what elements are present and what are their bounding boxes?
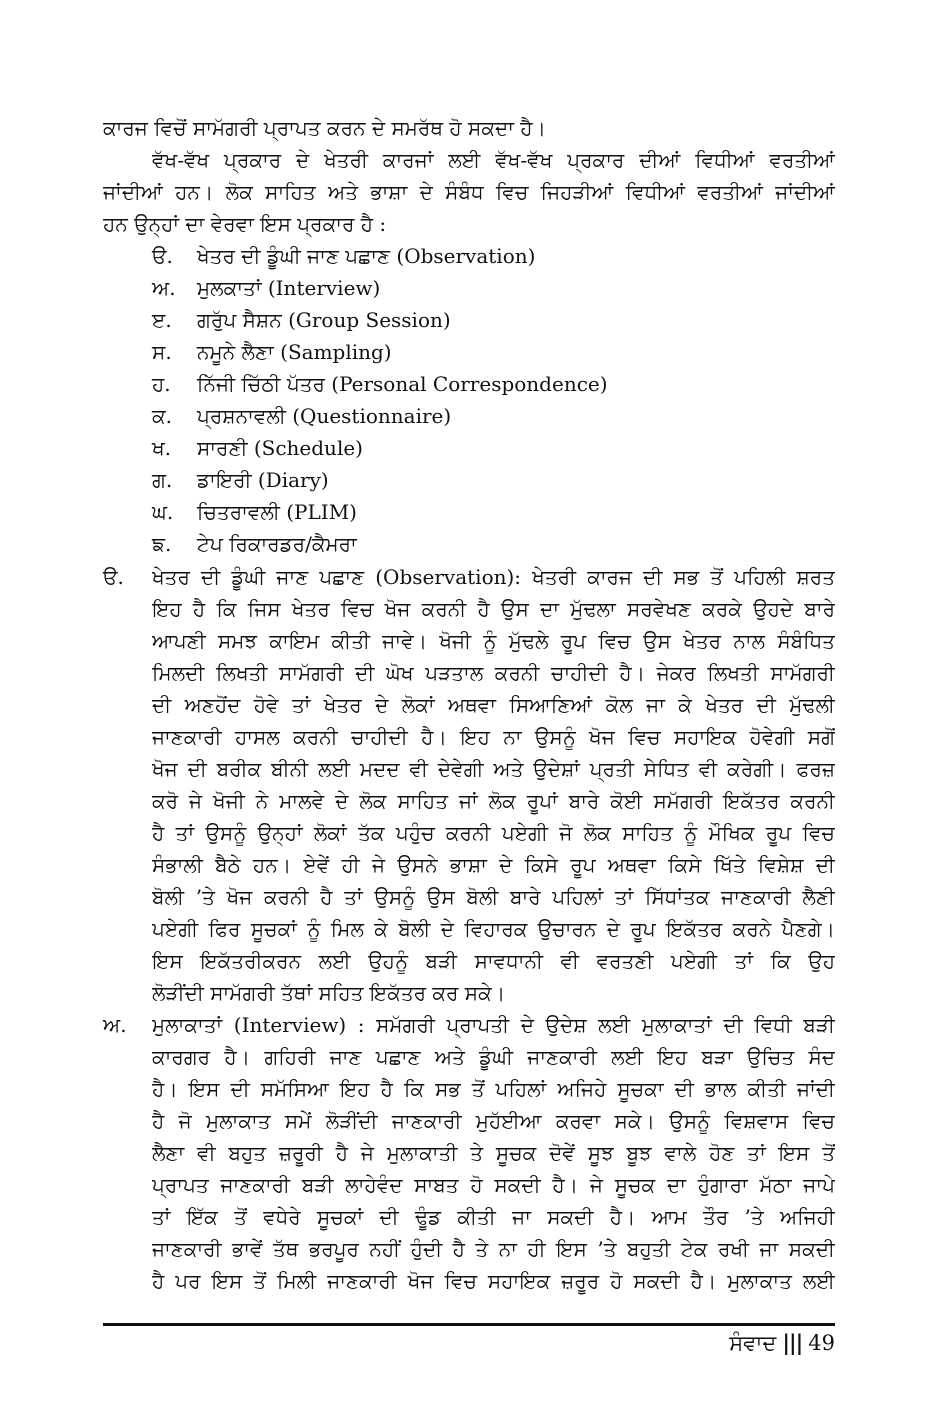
list-text: ਨਿੱਜੀ ਚਿੱਠੀ ਪੱਤਰ (Personal Correspondence) <box>197 372 608 396</box>
paragraph-line: ਲੋੜੀਂਦੀ ਸਾਮੱਗਰੀ ਤੱਥਾਂ ਸਹਿਤ ਇਕੱਤਰ ਕਰ ਸਕੇ। <box>152 981 506 1005</box>
list-marker: ਗ. <box>152 468 173 492</box>
list-text: ਮੁਲਕਾਤਾਂ (Interview) <box>197 276 381 300</box>
list-item <box>152 272 380 304</box>
paragraph-line: ਕਰੋ ਜੇ ਖੋਜੀ ਨੇ ਮਾਲਵੇ ਦੇ ਲੋਕ ਸਾਹਿਤ ਜਾਂ ਲੋਕ ਰੂਪਾਂ ਬਾਰੇ ਕੋਈ ਸਮੱਗਰੀ ਇਕੱਤਰ ਕਰਨੀ <box>152 789 835 813</box>
list-marker: ੲ. <box>152 308 172 332</box>
intro-line: ਵੱਖ-ਵੱਖ ਪ੍ਰਕਾਰ ਦੇ ਖੇਤਰੀ ਕਾਰਜਾਂ ਲਈ ਵੱਖ-ਵੱਖ ਪ੍ਰਕਾਰ ਦੀਆਂ ਵਿਧੀਆਂ ਵਰਤੀਆਂ <box>152 148 835 172</box>
list-text: ਚਿਤਰਾਵਲੀ (PLIM) <box>197 500 357 524</box>
list-item <box>152 496 357 528</box>
paragraph-line: ਹੈ। ਇਸ ਦੀ ਸਮੱਸਿਆ ਇਹ ਹੈ ਕਿ ਸਭ ਤੋਂ ਪਹਿਲਾਂ ਅਜਿਹੇ ਸੂਚਕਾ ਦੀ ਭਾਲ ਕੀਤੀ ਜਾਂਦੀ <box>152 1077 835 1101</box>
list-item <box>152 240 535 272</box>
list-item <box>152 336 392 368</box>
list-text: ਨਮੂਨੇ ਲੈਣਾ (Sampling) <box>197 340 392 364</box>
paragraph-line: ਆਪਣੀ ਸਮਝ ਕਾਇਮ ਕੀਤੀ ਜਾਵੇ। ਖੋਜੀ ਨੂੰ ਮੁੱਢਲੇ ਰੂਪ ਵਿਚ ਉਸ ਖੇਤਰ ਨਾਲ ਸੰਬੰਧਿਤ <box>152 629 835 653</box>
paragraph-line: ਖੇਤਰ ਦੀ ਡੂੰਘੀ ਜਾਣ ਪਛਾਣ (Observation): ਖੇਤਰੀ ਕਾਰਜ ਦੀ ਸਭ ਤੋਂ ਪਹਿਲੀ ਸ਼ਰਤ <box>152 565 835 589</box>
list-marker: ਸ. <box>152 340 172 364</box>
list-item <box>152 432 363 464</box>
list-marker: ਅ. <box>152 276 176 300</box>
list-text: ਗਰੁੱਪ ਸੈਸ਼ਨ (Group Session) <box>197 308 451 332</box>
intro-line: ਕਾਰਜ ਵਿਚੋਂ ਸਾਮੱਗਰੀ ਪ੍ਰਾਪਤ ਕਰਨ ਦੇ ਸਮਰੱਥ ਹੋ ਸਕਦਾ ਹੈ। <box>103 116 547 140</box>
list-marker: ਖ. <box>152 436 172 460</box>
footer-separator: ||| <box>782 1330 803 1355</box>
page-number: 49 <box>808 1331 835 1355</box>
list-text: ਡਾਇਰੀ (Diary) <box>197 468 329 492</box>
list-item <box>152 464 329 496</box>
intro-line: ਹਨ ਉਨ੍ਹਾਂ ਦਾ ਵੇਰਵਾ ਇਸ ਪ੍ਰਕਾਰ ਹੈ : <box>103 212 387 236</box>
paragraph-line: ਬੋਲੀ ’ਤੇ ਖੋਜ ਕਰਨੀ ਹੈ ਤਾਂ ਉਸਨੂੰ ਉਸ ਬੋਲੀ ਬਾਰੇ ਪਹਿਲਾਂ ਤਾਂ ਸਿੱਧਾਂਤਕ ਜਾਣਕਾਰੀ ਲੈਣੀ <box>152 885 835 909</box>
paragraph-line: ਮਿਲਦੀ ਲਿਖਤੀ ਸਾਮੱਗਰੀ ਦੀ ਘੋਖ ਪੜਤਾਲ ਕਰਨੀ ਚਾਹੀਦੀ ਹੈ। ਜੇਕਰ ਲਿਖਤੀ ਸਾਮੱਗਰੀ <box>152 661 835 685</box>
paragraph-line: ਦੀ ਅਣਹੋਂਦ ਹੋਵੇ ਤਾਂ ਖੇਤਰ ਦੇ ਲੋਕਾਂ ਅਥਵਾ ਸਿਆਣਿਆਂ ਕੋਲ ਜਾ ਕੇ ਖੇਤਰ ਦੀ ਮੁੱਢਲੀ <box>152 693 835 717</box>
paragraph-line: ਕਾਰਗਰ ਹੈ। ਗਹਿਰੀ ਜਾਣ ਪਛਾਣ ਅਤੇ ਡੂੰਘੀ ਜਾਣਕਾਰੀ ਲਈ ਇਹ ਬੜਾ ਉਚਿਤ ਸੰਦ <box>152 1045 835 1069</box>
paragraph-line: ਤਾਂ ਇੱਕ ਤੋਂ ਵਧੇਰੇ ਸੂਚਕਾਂ ਦੀ ਢੂੰਡ ਕੀਤੀ ਜਾ ਸਕਦੀ ਹੈ। ਆਮ ਤੌਰ ’ਤੇ ਅਜਿਹੀ <box>152 1205 835 1229</box>
paragraph-line: ਹੈ ਜੋ ਮੁਲਾਕਾਤ ਸਮੇਂ ਲੋੜੀਂਦੀ ਜਾਣਕਾਰੀ ਮੁਹੱਈਆ ਕਰਵਾ ਸਕੇ। ਉਸਨੂੰ ਵਿਸ਼ਵਾਸ ਵਿਚ <box>152 1109 835 1133</box>
paragraph-line: ਲੈਣਾ ਵੀ ਬਹੁਤ ਜ਼ਰੂਰੀ ਹੈ ਜੇ ਮੁਲਾਕਾਤੀ ਤੇ ਸੂਚਕ ਦੋਵੇਂ ਸੂਝ ਬੂਝ ਵਾਲੇ ਹੋਣ ਤਾਂ ਇਸ ਤੋਂ <box>152 1141 835 1165</box>
paragraph-line: ਪ੍ਰਾਪਤ ਜਾਣਕਾਰੀ ਬੜੀ ਲਾਹੇਵੰਦ ਸਾਬਤ ਹੋ ਸਕਦੀ ਹੈ। ਜੇ ਸੂਚਕ ਦਾ ਹੁੰਗਾਰਾ ਮੱਠਾ ਜਾਪੇ <box>152 1173 835 1197</box>
paragraph-line: ਪਏਗੀ ਫਿਰ ਸੂਚਕਾਂ ਨੂੰ ਮਿਲ ਕੇ ਬੋਲੀ ਦੇ ਵਿਹਾਰਕ ਉਚਾਰਨ ਦੇ ਰੂਪ ਇਕੱਤਰ ਕਰਨੇ ਪੈਣਗੇ। <box>152 917 835 941</box>
list-marker: ਹ. <box>152 372 171 396</box>
paragraph-line: ਖੋਜ ਦੀ ਬਰੀਕ ਬੀਨੀ ਲਈ ਮਦਦ ਵੀ ਦੇਵੇਗੀ ਅਤੇ ਉਦੇਸ਼ਾਂ ਪ੍ਰਤੀ ਸੇਧਿਤ ਵੀ ਕਰੇਗੀ। ਫਰਜ਼ <box>152 757 835 781</box>
running-title: ਸੰਵਾਦ <box>729 1331 777 1355</box>
list-marker: ਙ. <box>152 532 172 556</box>
footer-rule <box>103 1323 835 1326</box>
intro-line: ਜਾਂਦੀਆਂ ਹਨ। ਲੋਕ ਸਾਹਿਤ ਅਤੇ ਭਾਸ਼ਾ ਦੇ ਸੰਬੰਧ ਵਿਚ ਜਿਹੜੀਆਂ ਵਿਧੀਆਂ ਵਰਤੀਆਂ ਜਾਂਦੀਆਂ <box>103 180 835 204</box>
paragraph-line: ਜਾਣਕਾਰੀ ਭਾਵੇਂ ਤੱਥ ਭਰਪੂਰ ਨਹੀਂ ਹੁੰਦੀ ਹੈ ਤੇ ਨਾ ਹੀ ਇਸ ’ਤੇ ਬਹੁਤੀ ਟੇਕ ਰਖੀ ਜਾ ਸਕਦੀ <box>152 1237 835 1261</box>
paragraph-line: ਹੈ ਤਾਂ ਉਸਨੂੰ ਉਨ੍ਹਾਂ ਲੋਕਾਂ ਤੱਕ ਪਹੁੰਚ ਕਰਨੀ ਪਏਗੀ ਜੋ ਲੋਕ ਸਾਹਿਤ ਨੂੰ ਮੌਖਿਕ ਰੂਪ ਵਿਚ <box>152 821 835 845</box>
list-marker: ਕ. <box>152 404 172 428</box>
paragraph-line: ਹੈ ਪਰ ਇਸ ਤੋਂ ਮਿਲੀ ਜਾਣਕਾਰੀ ਖੋਜ ਵਿਚ ਸਹਾਇਕ ਜ਼ਰੂਰ ਹੋ ਸਕਦੀ ਹੈ। ਮੁਲਾਕਾਤ ਲਈ <box>152 1269 835 1293</box>
list-marker: ੳ. <box>152 244 173 268</box>
list-text: ਸਾਰਣੀ (Schedule) <box>197 436 363 460</box>
list-item <box>152 368 608 400</box>
paragraph-line: ਮੁਲਾਕਾਤਾਂ (Interview) : ਸਮੱਗਰੀ ਪ੍ਰਾਪਤੀ ਦੇ ਉਦੇਸ਼ ਲਈ ਮੁਲਾਕਾਤਾਂ ਦੀ ਵਿਧੀ ਬੜੀ <box>152 1013 835 1037</box>
paragraph-line: ਜਾਣਕਾਰੀ ਹਾਸਲ ਕਰਨੀ ਚਾਹੀਦੀ ਹੈ। ਇਹ ਨਾ ਉਸਨੂੰ ਖੋਜ ਵਿਚ ਸਹਾਇਕ ਹੋਵੇਗੀ ਸਗੋਂ <box>152 725 835 749</box>
list-item <box>152 528 357 560</box>
section-marker: ਅ. <box>103 1013 127 1037</box>
paragraph-line: ਇਹ ਹੈ ਕਿ ਜਿਸ ਖੇਤਰ ਵਿਚ ਖੋਜ ਕਰਨੀ ਹੈ ਉਸ ਦਾ ਮੁੱਢਲਾ ਸਰਵੇਖਣ ਕਰਕੇ ਉਹਦੇ ਬਾਰੇ <box>152 597 835 621</box>
list-text: ਪ੍ਰਸ਼ਨਾਵਲੀ (Questionnaire) <box>197 404 452 428</box>
list-item <box>152 400 451 432</box>
section-marker: ੳ. <box>103 565 124 589</box>
paragraph-line: ਸੰਭਾਲੀ ਬੈਠੇ ਹਨ। ਏਵੇਂ ਹੀ ਜੇ ਉਸਨੇ ਭਾਸ਼ਾ ਦੇ ਕਿਸੇ ਰੂਪ ਅਥਵਾ ਕਿਸੇ ਖਿੱਤੇ ਵਿਸ਼ੇਸ਼ ਦੀ <box>152 853 835 877</box>
list-marker: ਘ. <box>152 500 174 524</box>
paragraph-line: ਇਸ ਇਕੱਤਰੀਕਰਨ ਲਈ ਉਹਨੂੰ ਬੜੀ ਸਾਵਧਾਨੀ ਵੀ ਵਰਤਣੀ ਪਏਗੀ ਤਾਂ ਕਿ ਉਹ <box>152 949 835 973</box>
list-item <box>152 304 451 336</box>
list-text: ਟੇਪ ਰਿਕਾਰਡਰ/ਕੈਮਰਾ <box>197 532 357 556</box>
page-footer <box>729 1327 835 1359</box>
list-text: ਖੇਤਰ ਦੀ ਡੂੰਘੀ ਜਾਣ ਪਛਾਣ (Observation) <box>197 244 536 268</box>
